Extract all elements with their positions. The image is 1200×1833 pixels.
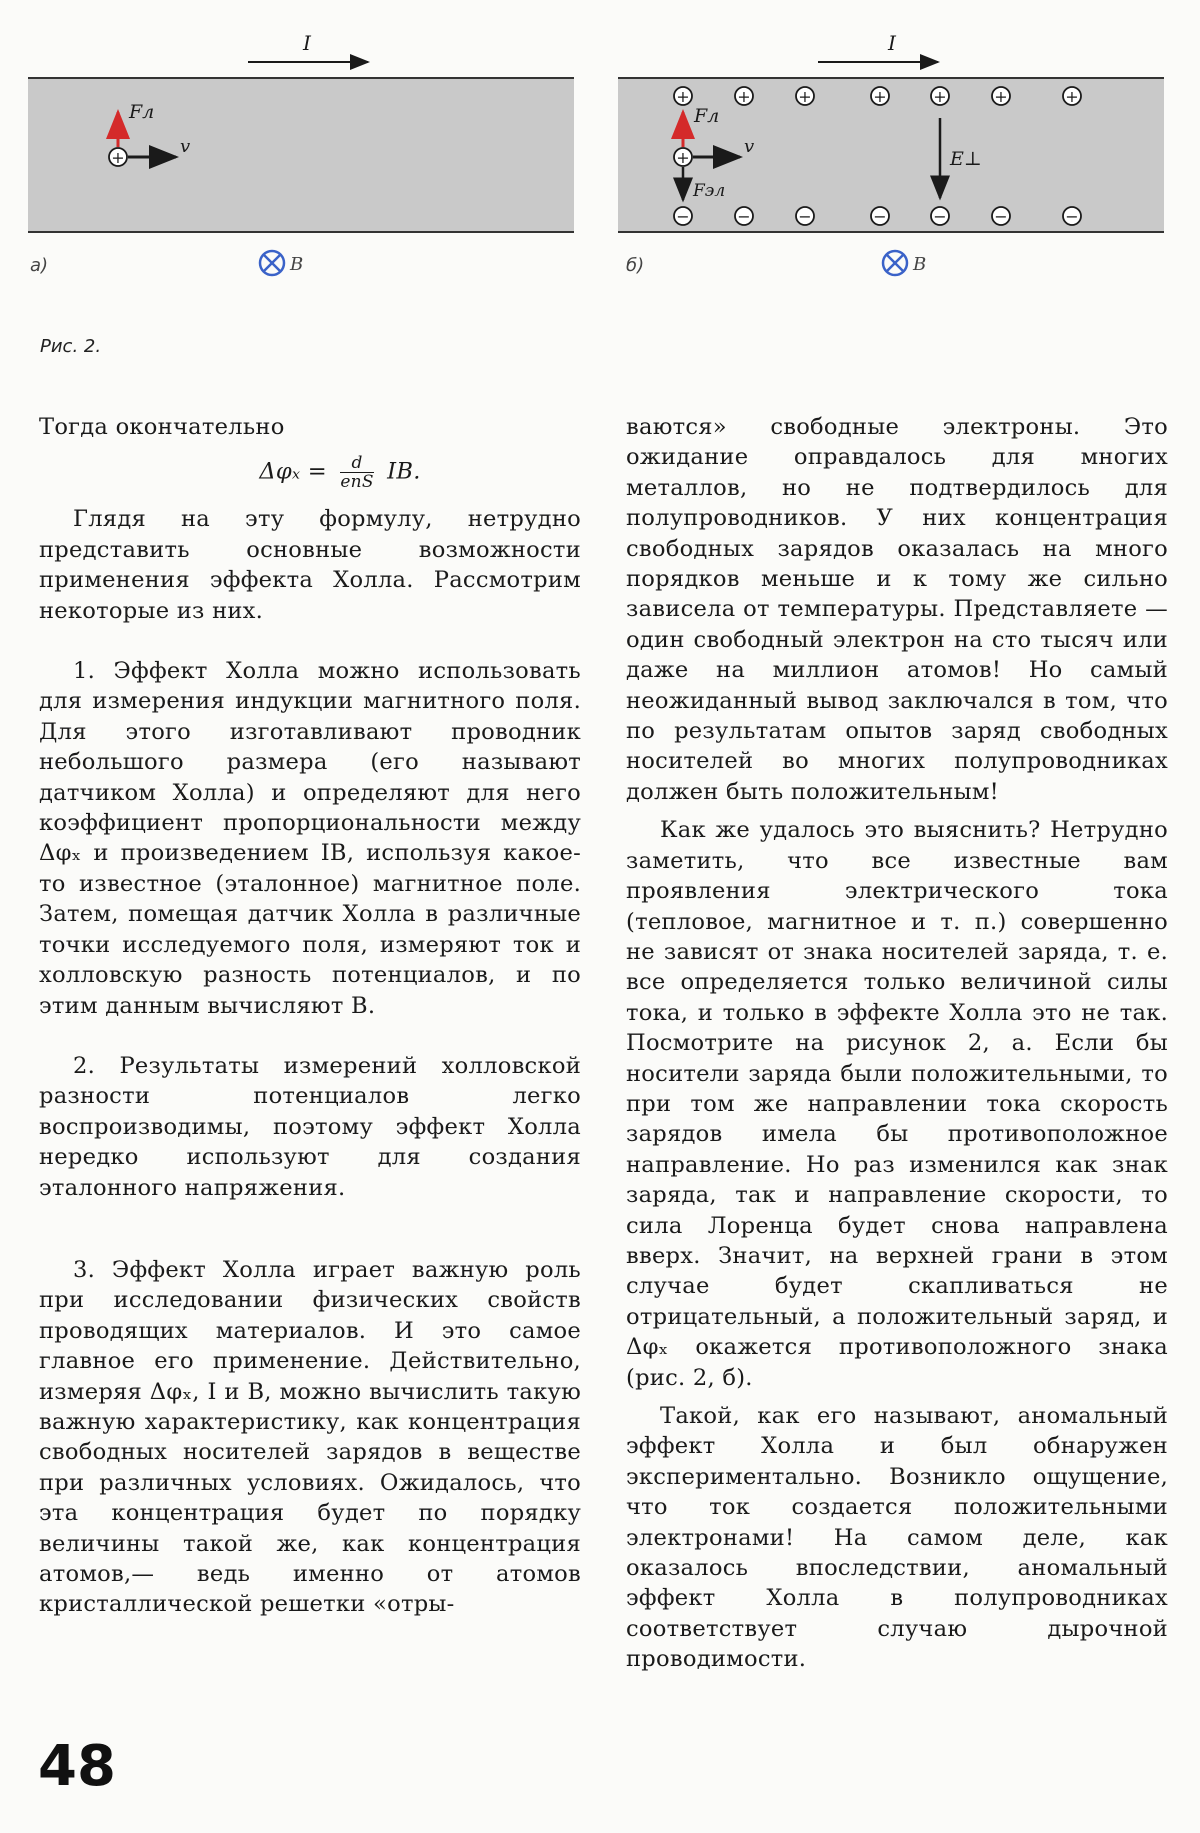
plus-sign: + [798, 87, 812, 106]
charge-symbol: + [676, 148, 690, 167]
current-label: I [888, 31, 896, 55]
force-label: Fл [694, 105, 720, 127]
minus-sign: − [737, 207, 751, 226]
field-e-label: E⊥ [950, 148, 982, 170]
plus-sign: + [994, 87, 1008, 106]
formula-rhs: IB. [387, 458, 421, 485]
paragraph: 3. Эффект Холла играет важную роль при исследовании физических свойств проводящих материалов. И это самое главное его применение. Действительно, измеряя Δφₓ, I и B, можно вычислить такую важную характеристику, как концентрация свободных носителей зарядов в веществе при различных условиях. Ожидалось, что эта концентрация будет по порядку величины такой же, как концентрация атомов,— ведь именно от атомов кристаллической решетки «отры- [39, 1256, 581, 1618]
minus-sign: − [1065, 207, 1079, 226]
minus-sign: − [994, 207, 1008, 226]
minus-sign: − [676, 207, 690, 226]
velocity-label: v [180, 136, 191, 157]
left-column [39, 412, 581, 1620]
formula-fraction [340, 454, 373, 491]
plus-sign: + [676, 87, 690, 106]
minus-sign: − [798, 207, 812, 226]
force-label: Fл [129, 101, 155, 123]
panel-label-b: б) [626, 255, 645, 276]
paragraph: Глядя на эту формулу, нетрудно представить основные возможности применения эффекта Холла. Рассмотрим некоторые из них. [39, 506, 581, 624]
conductor-strip [618, 78, 1164, 232]
paragraph: 2. Результаты измерений холловской разности потенциалов легко воспроизводимы, поэтому эффект Холла нередко используют для создания эталонного напряжения. [39, 1052, 581, 1201]
right-column [626, 412, 1168, 1675]
paragraph: Такой, как его называют, аномальный эффект Холла и был обнаружен экспериментально. Возникло ощущение, что ток создается положительными электронами! На самом деле, как оказалось впоследствии, аномальный эффект Холла в полупроводниках соответствует случаю дырочной проводимости. [626, 1403, 1168, 1673]
intro-text: Тогда окончательно [39, 414, 285, 440]
hall-formula [99, 454, 581, 494]
velocity-label: v [744, 136, 755, 157]
paragraph: ваются» свободные электроны. Это ожидание оправдалось для многих металлов, но не подтвердилось для полупроводников. У них концентрация свободных зарядов оказалась на много порядков меньше и к тому же сильно зависела от температуры. Представляете — один свободный электрон на сто тысяч или даже на миллион атомов! Но самый неожиданный вывод заключался в том, что по результатам опытов заряд свободных носителей во многих полупроводниках должен быть положительным! [626, 414, 1168, 805]
figure-a-diagram [28, 0, 588, 300]
formula-denominator: enS [340, 472, 374, 493]
charge-symbol: + [111, 148, 125, 167]
field-b-label: B [913, 254, 927, 275]
figure-a [28, 0, 588, 300]
figure-caption: Рис. 2. [40, 336, 102, 357]
panel-label-a: а) [30, 255, 49, 276]
plus-sign: + [873, 87, 887, 106]
formula-lhs: Δφₓ = [259, 458, 327, 485]
plus-sign: + [1065, 87, 1079, 106]
plus-sign: + [933, 87, 947, 106]
field-b-label: B [290, 254, 304, 275]
figure-b-diagram [618, 0, 1178, 300]
figure-b [618, 0, 1178, 300]
force-el-label: Fэл [693, 181, 726, 201]
page-number: 48 [38, 1734, 116, 1799]
current-label: I [303, 31, 311, 55]
minus-sign: − [873, 207, 887, 226]
plus-sign: + [737, 87, 751, 106]
formula-numerator: d [340, 454, 373, 473]
paragraph: 1. Эффект Холла можно использовать для измерения индукции магнитного поля. Для этого изготавливают проводник небольшого размера (его называют датчиком Холла) и определяют для него коэффициент пропорциональности между Δφₓ и произведением IB, используя какое-то известное (эталонное) магнитное поле. Затем, помещая датчик Холла в различные точки исследуемого поля, измеряют ток и холловскую разность потенциалов, и по этим данным вычисляют B. [39, 658, 581, 1019]
paragraph: Как же удалось это выяснить? Нетрудно заметить, что все известные вам проявления электрического тока (тепловое, магнитное и т. п.) совершенно не зависят от знака носителей заряда, т. е. все определяется только величиной силы тока, и только в эффекте Холла это не так. Посмотрите на рисунок 2, а. Если бы носители заряда были положительными, то при том же направлении тока скорость зарядов имела бы противоположное направление. Но раз изменился как знак заряда, так и направление скорости, то сила Лоренца будет снова направлена вверх. Значит, на верхней грани в этом случае будет скапливаться не отрицательный, а положительный заряд, и Δφₓ окажется противоположного знака (рис. 2, б). [626, 817, 1168, 1391]
minus-sign: − [933, 207, 947, 226]
